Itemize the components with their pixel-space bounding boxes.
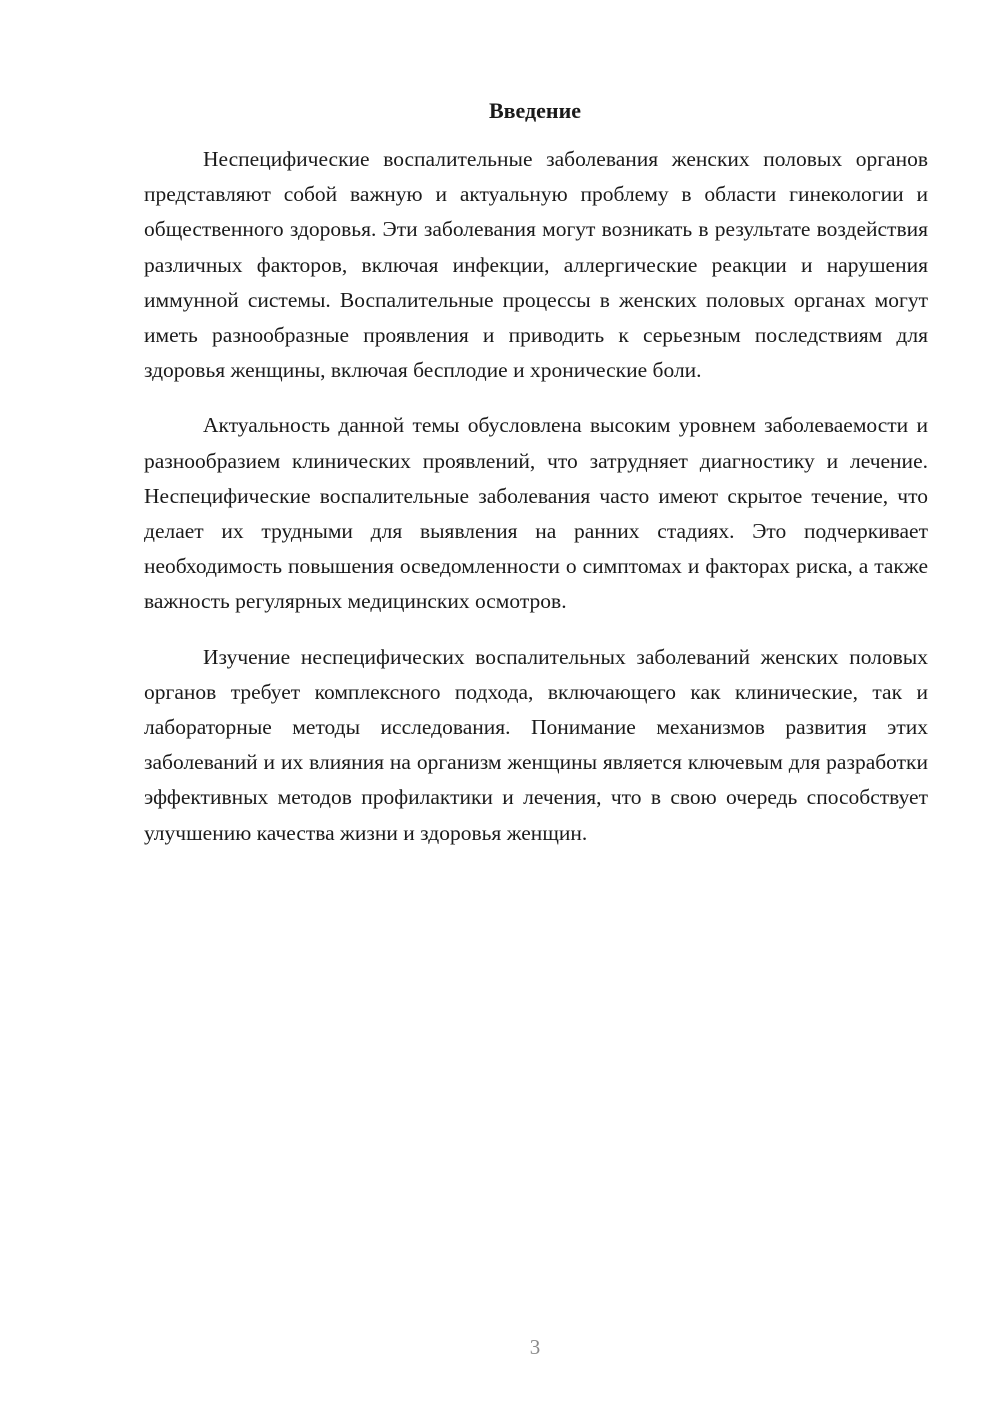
paragraph-2: Актуальность данной темы обусловлена высоким уровнем заболеваемости и разнообразием клинических проявлений, что затрудняет диагностику и лечение. Неспецифические воспалительные заболевания часто имеют скрытое течение, что делает их трудными для выявления на ранних стадиях. Это подчеркивает необходимость повышения осведомленности о симптомах и факторах риска, а также важность регулярных медицинских осмотров. (144, 413, 928, 614)
body-text (144, 142, 928, 871)
page-number: 3 (529, 1335, 541, 1359)
paragraph-1: Неспецифические воспалительные заболевания женских половых органов представляют собой важную и актуальную проблему в области гинекологии и общественного здоровья. Эти заболевания могут возникать в результате воздействия различных факторов, включая инфекции, аллергические реакции и нарушения иммунной системы. Воспалительные процессы в женских половых органах могут иметь разнообразные проявления и приводить к серьезным последствиям для здоровья женщины, включая бесплодие и хронические боли. (144, 147, 928, 383)
section-heading: Введение (488, 98, 582, 123)
paragraph-3: Изучение неспецифических воспалительных заболеваний женских половых органов требует комплексного подхода, включающего как клинические, так и лабораторные методы исследования. Понимание механизмов развития этих заболеваний и их влияния на организм женщины является ключевым для разработки эффективных методов профилактики и лечения, что в свою очередь способствует улучшению качества жизни и здоровья женщин. (144, 644, 928, 845)
